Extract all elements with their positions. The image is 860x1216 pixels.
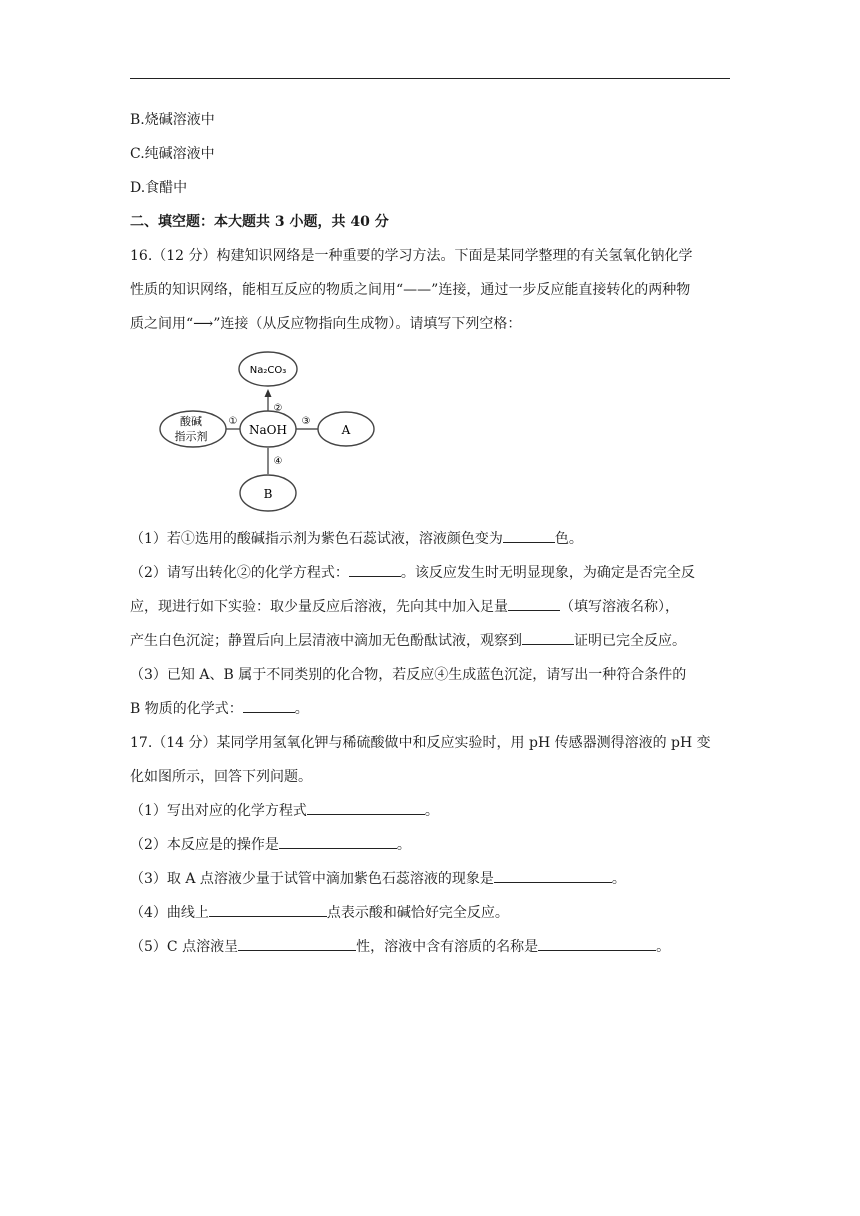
q16-part3-line2	[130, 697, 309, 721]
q16-part1-tail: 色。	[554, 531, 583, 547]
a-label: A	[341, 423, 351, 437]
answer-blank[interactable]	[349, 562, 401, 577]
answer-blank[interactable]	[209, 902, 327, 917]
q17-part1-tail: 。	[424, 803, 439, 819]
q16-part2-line3-tail: 证明已完全反应。	[574, 633, 686, 649]
b-label: B	[263, 487, 273, 501]
label-1: ①	[228, 416, 238, 427]
q17-part5-tail: 。	[656, 939, 671, 955]
q16-part2-line3	[130, 629, 686, 653]
q16-part1-text: （1）若①选用的酸碱指示剂为紫色石蕊试液，溶液颜色变为	[130, 531, 503, 547]
label-4: ④	[273, 456, 283, 467]
q17-part1-text: （1）写出对应的化学方程式	[130, 803, 307, 819]
q16-line3: 质之间用“⟶”连接（从反应物指向生成物）。请填写下列空格：	[130, 316, 522, 332]
q17-part4-text: （4）曲线上	[130, 905, 209, 921]
header-rule	[130, 78, 730, 79]
label-3: ③	[301, 416, 311, 427]
q16-part1	[130, 527, 583, 551]
q16-part2-tail: 。该反应发生时无明显现象，为确定是否完全反	[400, 565, 695, 581]
indicator-label-line1: 酸碱	[180, 415, 202, 428]
option-b: B.烧碱溶液中	[130, 112, 215, 128]
naoh-label: NaOH	[249, 423, 287, 437]
q17-part1	[130, 799, 439, 823]
q16-part2-text: （2）请写出转化②的化学方程式：	[130, 565, 349, 581]
answer-blank[interactable]	[494, 868, 612, 883]
q17-part2-text: （2）本反应是的操作是	[130, 837, 279, 853]
answer-blank[interactable]	[238, 936, 356, 951]
q17-part2-tail: 。	[396, 837, 411, 853]
option-c: C.纯碱溶液中	[130, 146, 215, 162]
arrow-2-head	[265, 389, 272, 397]
q17-part4-tail: 点表示酸和碱恰好完全反应。	[326, 905, 509, 921]
q16-part3-tail: 。	[294, 701, 309, 717]
q16-part2-line3-text: 产生白色沉淀；静置后向上层清液中滴加无色酚酞试液，观察到	[130, 633, 522, 649]
naoh-network-diagram	[158, 348, 418, 518]
option-d: D.食醋中	[130, 180, 188, 196]
answer-blank[interactable]	[503, 528, 555, 543]
q16-part2-line2-tail: （填写溶液名称），	[560, 599, 679, 615]
answer-blank[interactable]	[243, 698, 295, 713]
answer-blank[interactable]	[279, 834, 397, 849]
q17-part4	[130, 901, 509, 925]
q16-part2-line2-text: 应，现进行如下实验：取少量反应后溶液，先向其中加入足量	[130, 599, 508, 615]
answer-blank[interactable]	[522, 630, 574, 645]
q17-part5	[130, 935, 670, 959]
q16-line1: 16.（12 分）构建知识网络是一种重要的学习方法。下面是某同学整理的有关氢氧化钠化学	[130, 248, 693, 264]
q16-part3-line1: （3）已知 A、B 属于不同类别的化合物，若反应④生成蓝色沉淀，请写出一种符合条件的	[130, 667, 687, 683]
q16-line2: 性质的知识网络，能相互反应的物质之间用“——”连接，通过一步反应能直接转化的两种物	[130, 282, 691, 298]
q17-part3-text: （3）取 A 点溶液少量于试管中滴加紫色石蕊溶液的现象是	[130, 871, 494, 887]
q16-part2-line2	[130, 595, 679, 619]
q16-part2-line1	[130, 561, 695, 585]
q17-part5-mid: 性，溶液中含有溶质的名称是	[356, 939, 539, 955]
na2co3-label: Na₂CO₃	[249, 365, 287, 376]
answer-blank[interactable]	[538, 936, 656, 951]
q16-part3-text: B 物质的化学式：	[130, 701, 243, 717]
answer-blank[interactable]	[307, 800, 425, 815]
label-2: ②	[273, 403, 283, 414]
q17-line1: 17.（14 分）某同学用氢氧化钾与稀硫酸做中和反应实验时，用 pH 传感器测得溶液的 pH 变	[130, 735, 711, 751]
q17-part3-tail: 。	[611, 871, 626, 887]
q17-part2	[130, 833, 411, 857]
indicator-label-line2: 指示剂	[174, 430, 208, 443]
q17-part3	[130, 867, 626, 891]
answer-blank[interactable]	[508, 596, 560, 611]
section-heading: 二、填空题：本大题共 3 小题，共 40 分	[130, 214, 389, 230]
q17-line2: 化如图所示，回答下列问题。	[130, 769, 312, 785]
q17-part5-text: （5）C 点溶液呈	[130, 939, 239, 955]
